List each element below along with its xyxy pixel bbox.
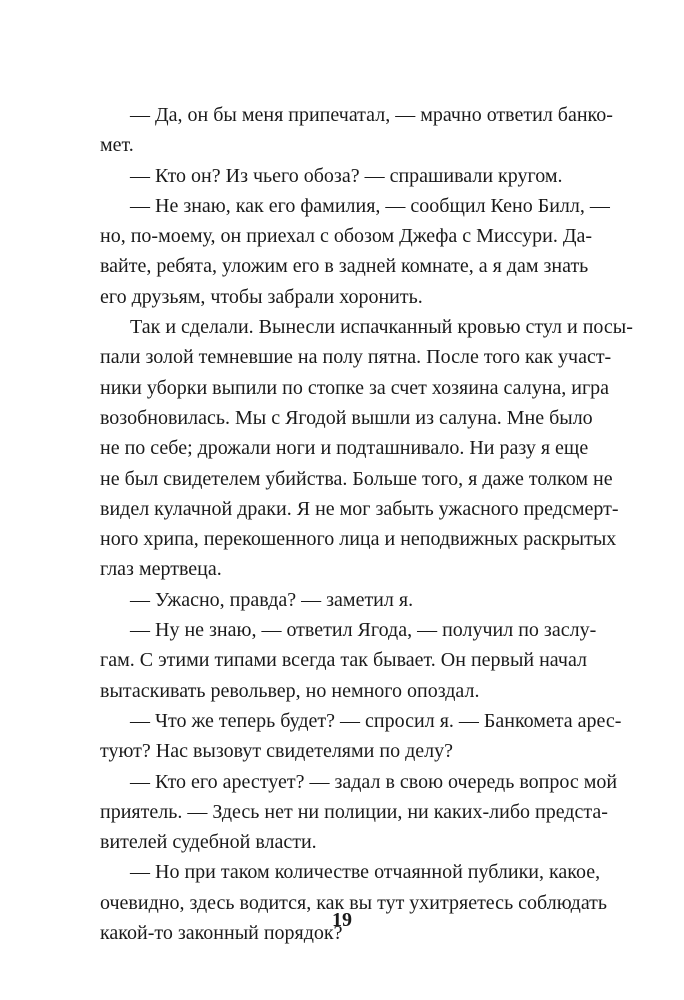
text-line: — Да, он бы меня припечатал, — мрачно ответил банко- [130,104,613,126]
text-line: его друзьям, чтобы забрали хоронить. [100,285,423,308]
text-line: Так и сделали. Вынесли испачканный кровью стул и посы- [130,316,633,339]
text-line: — Ужасно, правда? — заметил я. [130,588,414,611]
text-line: — Но при таком количестве отчаянной публики, какое, [130,861,601,884]
text-line: пали золой темневшие на полу пятна. После того как участ- [100,346,612,369]
text-line: — Что же теперь будет? — спросил я. — Банкомета арес- [130,709,622,732]
text-line: вителей судебной власти. [100,831,317,854]
text-line: ного хрипа, перекошенного лица и неподвижных раскрытых [100,528,617,551]
text-line: но, по-моему, он приехал с обозом Джефа с Миссури. Да- [100,225,592,248]
text-line: гам. С этими типами всегда так бывает. Он первый начал [100,649,587,672]
page-number: 19 [332,909,352,931]
body-text [100,100,633,948]
text-line: ники уборки выпили по стопке за счет хозяина салуна, игра [100,376,610,399]
text-line: — Кто он? Из чьего обоза? — спрашивали кругом. [130,164,563,187]
text-line: глаз мертвеца. [100,558,222,581]
text-line: мет. [100,134,134,157]
text-line: вытаскивать револьвер, но немного опоздал. [100,679,480,702]
text-line: не по себе; дрожали ноги и подташнивало. Ни разу я еще [100,437,589,460]
text-line: вайте, ребята, уложим его в задней комнате, а я дам знать [100,255,589,278]
text-line: какой-то законный порядок? [100,922,343,945]
text-line: — Не знаю, как его фамилия, — сообщил Кено Билл, — [130,194,610,217]
text-line: туют? Нас вызовут свидетелями по делу? [100,740,453,763]
text-line: не был свидетелем убийства. Больше того, я даже толком не [100,467,613,490]
text-line: приятель. — Здесь нет ни полиции, ни каких-либо предста- [100,800,608,823]
text-line: — Кто его арестует? — задал в свою очередь вопрос мой [130,770,618,793]
text-line: — Ну не знаю, — ответил Ягода, — получил по заслу- [130,619,597,642]
text-line: видел кулачной драки. Я не мог забыть ужасного предсмерт- [100,497,619,520]
text-line: возобновилась. Мы с Ягодой вышли из салуна. Мне было [100,406,593,429]
text-line: очевидно, здесь водится, как вы тут ухитряетесь соблюдать [100,891,608,914]
